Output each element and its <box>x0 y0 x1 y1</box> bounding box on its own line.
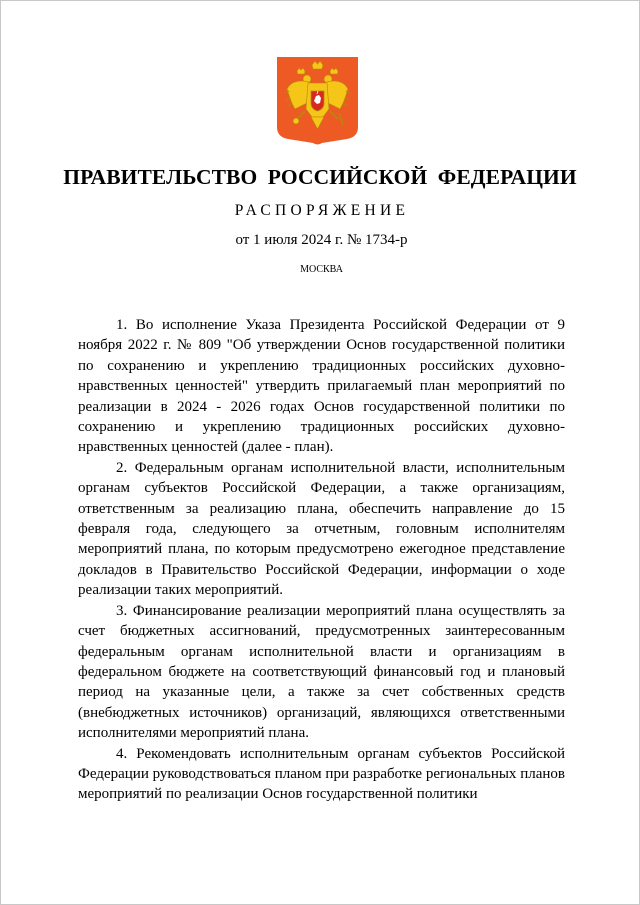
paragraph-4: 4. Рекомендовать исполнительным органам субъектов Российской Федерации руководствоваться планом при разработке региональных планов мероприятий по реализации Основ государственной политики <box>78 745 565 803</box>
paragraph-2: 2. Федеральным органам исполнительной власти, исполнительным органам субъектов Российской Федерации, а также организациям, ответственным за реализацию плана, обеспечить направление до 15 февраля года, следующего за отчетным, головным исполнителям мероприятий плана, по которым предусмотрено ежегодное представление докладов в Правительство Российской Федерации, информации о ходе реализации таких мероприятий. <box>78 459 565 599</box>
document-date-number: от 1 июля 2024 г. № 1734-р <box>235 232 408 248</box>
government-title: ПРАВИТЕЛЬСТВО РОССИЙСКОЙ ФЕДЕРАЦИИ <box>63 165 577 189</box>
document-city: МОСКВА <box>300 264 343 275</box>
paragraph-3: 3. Финансирование реализации мероприятий плана осуществлять за счет бюджетных ассигнований, предусмотренных заинтересованным федеральным органам исполнительной власти и организациям в федеральном бюджете на соответствующий финансовый год и плановый период на указанные цели, а также за счет собственных средств (внебюджетных источников) организаций, являющихся ответственными исполнителями мероприятий плана. <box>78 602 565 742</box>
document-type: РАСПОРЯЖЕНИЕ <box>234 202 410 219</box>
document-body <box>78 315 565 805</box>
paragraph-1: 1. Во исполнение Указа Президента Российской Федерации от 9 ноября 2022 г. № 809 "Об утверждении Основ государственной политики по сохранению и укреплению традиционных российских духовно-нравственных ценностей" утвердить прилагаемый план мероприятий по реализации в 2024 - 2026 годах Основ государственной политики по сохранению и укреплению традиционных российских духовно-нравственных ценностей (далее - план). <box>78 317 565 456</box>
coat-of-arms-icon <box>277 57 358 146</box>
